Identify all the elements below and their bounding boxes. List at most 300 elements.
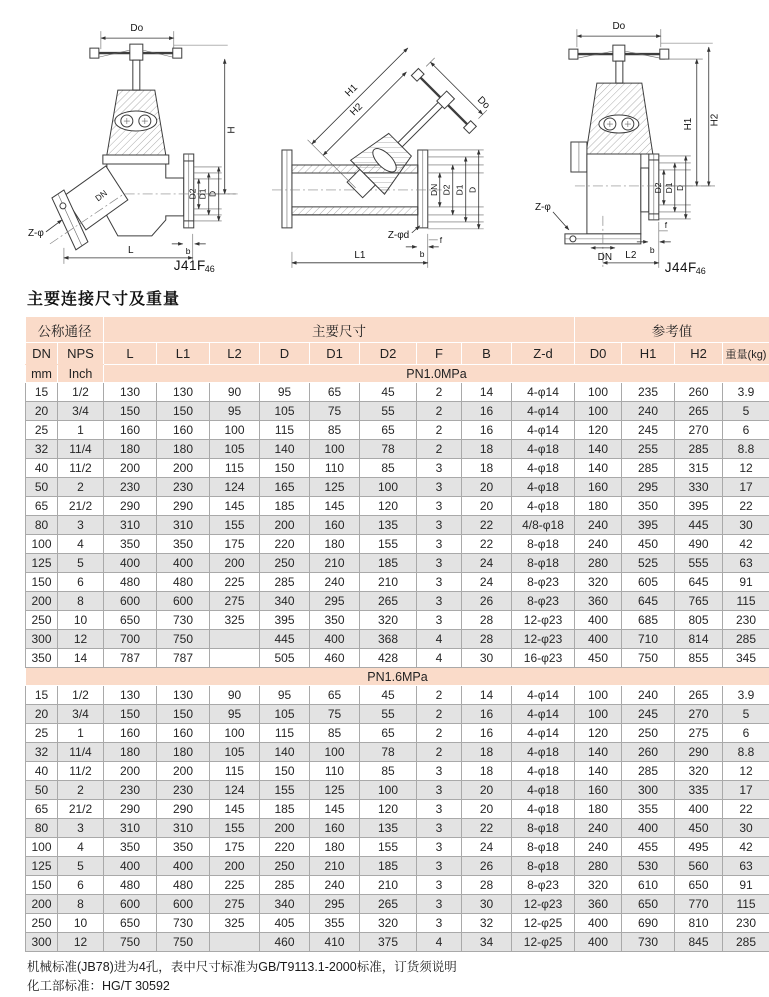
globe-valve-drawing-j41f46 — [6, 2, 256, 274]
table-cell: 124 — [210, 478, 260, 497]
table-cell: 100 — [310, 440, 360, 459]
col-header-h1: H1 — [622, 343, 675, 365]
table-cell: 34 — [462, 933, 512, 952]
table-cell: 65 — [310, 383, 360, 402]
table-cell: 185 — [260, 800, 310, 819]
table-cell: 21/2 — [58, 497, 104, 516]
table-cell: 95 — [210, 402, 260, 421]
table-cell: 410 — [310, 933, 360, 952]
table-cell: 11/4 — [58, 440, 104, 459]
table-cell: 4-φ18 — [512, 459, 575, 478]
table-cell: 180 — [104, 440, 157, 459]
table-cell: 40 — [26, 459, 58, 478]
table-cell: 115 — [260, 421, 310, 440]
dim-label-f: f — [439, 235, 442, 245]
table-cell: 22 — [462, 819, 512, 838]
table-cell: 90 — [210, 686, 260, 705]
table-cell: 814 — [675, 630, 723, 649]
table-cell: 160 — [575, 781, 622, 800]
table-cell: 805 — [675, 611, 723, 630]
table-cell: 285 — [723, 933, 769, 952]
table-cell: 335 — [675, 781, 723, 800]
table-cell: 4 — [417, 933, 462, 952]
table-cell: 8-φ18 — [512, 819, 575, 838]
table-cell: 280 — [575, 857, 622, 876]
table-cell: 180 — [575, 800, 622, 819]
table-cell: 5 — [723, 705, 769, 724]
table-cell: 405 — [260, 914, 310, 933]
table-cell: 240 — [622, 402, 675, 421]
table-cell: 4-φ18 — [512, 781, 575, 800]
table-cell: 230 — [723, 914, 769, 933]
pn10-band: PN1.0MPa — [104, 365, 769, 383]
table-cell: 17 — [723, 781, 769, 800]
col-header-d1: D1 — [310, 343, 360, 365]
table-cell: 700 — [104, 630, 157, 649]
dim-label-h2: H2 — [710, 113, 721, 126]
table-cell: 200 — [104, 762, 157, 781]
table-cell: 230 — [104, 781, 157, 800]
table-cell: 80 — [26, 516, 58, 535]
table-cell: 26 — [462, 857, 512, 876]
col-header-nps: NPS — [58, 343, 104, 365]
table-cell: 730 — [157, 611, 210, 630]
table-row — [26, 705, 769, 724]
table-cell: 400 — [575, 611, 622, 630]
table-cell: 225 — [210, 876, 260, 895]
table-cell: 11/2 — [58, 762, 104, 781]
table-cell: 3 — [417, 535, 462, 554]
table-cell: 4-φ18 — [512, 478, 575, 497]
col-header-d: D — [260, 343, 310, 365]
dim-label-b: b — [650, 245, 655, 255]
table-cell: 145 — [310, 497, 360, 516]
table-cell: 140 — [575, 459, 622, 478]
table-cell: 310 — [104, 516, 157, 535]
table-cell: 310 — [157, 819, 210, 838]
table-cell: 320 — [360, 611, 417, 630]
table-cell: 100 — [575, 402, 622, 421]
table-cell: 255 — [622, 440, 675, 459]
dim-label-do: Do — [130, 23, 143, 34]
table-cell: 360 — [575, 895, 622, 914]
table-cell: 650 — [104, 611, 157, 630]
table-cell: 375 — [360, 933, 417, 952]
table-cell: 14 — [462, 383, 512, 402]
table-cell: 300 — [26, 933, 58, 952]
table-cell: 320 — [575, 876, 622, 895]
table-cell: 3 — [417, 819, 462, 838]
table-cell: 3 — [417, 516, 462, 535]
table-cell: 10 — [58, 914, 104, 933]
table-cell: 135 — [360, 516, 417, 535]
model-label: J44F — [665, 260, 697, 274]
table-row — [26, 857, 769, 876]
table-cell: 285 — [723, 630, 769, 649]
table-cell: 650 — [104, 914, 157, 933]
table-cell: 91 — [723, 876, 769, 895]
table-cell: 120 — [360, 800, 417, 819]
table-cell: 290 — [675, 743, 723, 762]
table-row — [26, 611, 769, 630]
table-cell: 480 — [157, 573, 210, 592]
table-cell: 3 — [417, 895, 462, 914]
table-cell: 368 — [360, 630, 417, 649]
table-cell: 200 — [157, 459, 210, 478]
table-row — [26, 724, 769, 743]
table-cell: 765 — [675, 592, 723, 611]
pn16-band: PN1.6MPa — [26, 668, 769, 686]
table-cell: 210 — [310, 554, 360, 573]
table-cell: 265 — [360, 895, 417, 914]
table-row — [26, 743, 769, 762]
table-cell: 155 — [260, 781, 310, 800]
table-cell: 645 — [675, 573, 723, 592]
table-cell: 18 — [462, 762, 512, 781]
table-cell: 4-φ18 — [512, 743, 575, 762]
table-cell: 8-φ18 — [512, 838, 575, 857]
dim-label-h1: H1 — [343, 82, 360, 99]
table-cell: 600 — [157, 592, 210, 611]
table-cell: 320 — [575, 573, 622, 592]
table-cell: 12-φ23 — [512, 611, 575, 630]
table-cell: 560 — [675, 857, 723, 876]
table-cell: 235 — [622, 383, 675, 402]
table-cell: 2 — [417, 686, 462, 705]
table-cell: 100 — [310, 743, 360, 762]
table-cell: 150 — [104, 705, 157, 724]
table-cell: 450 — [675, 819, 723, 838]
dim-label-d: D — [675, 185, 685, 191]
table-cell: 250 — [26, 914, 58, 933]
dim-label-l2: L2 — [626, 250, 638, 261]
table-cell: 140 — [260, 743, 310, 762]
table-cell: 100 — [210, 724, 260, 743]
table-cell: 78 — [360, 743, 417, 762]
table-row — [26, 383, 769, 402]
table-cell: 18 — [462, 459, 512, 478]
table-cell: 11/4 — [58, 743, 104, 762]
table-row — [26, 800, 769, 819]
dim-label-d1: D1 — [664, 182, 674, 193]
table-cell: 300 — [26, 630, 58, 649]
table-cell: 65 — [360, 724, 417, 743]
table-body — [26, 383, 769, 952]
table-cell: 165 — [260, 478, 310, 497]
table-cell: 4/8-φ18 — [512, 516, 575, 535]
table-cell: 787 — [157, 649, 210, 668]
table-cell: 100 — [575, 383, 622, 402]
table-cell: 280 — [575, 554, 622, 573]
table-cell: 180 — [157, 440, 210, 459]
table-cell: 200 — [26, 592, 58, 611]
table-cell: 3 — [417, 497, 462, 516]
table-cell: 8.8 — [723, 743, 769, 762]
table-cell: 115 — [723, 592, 769, 611]
table-cell: 130 — [157, 383, 210, 402]
table-cell: 95 — [260, 383, 310, 402]
table-cell: 2 — [58, 478, 104, 497]
table-cell: 150 — [26, 573, 58, 592]
table-cell: 350 — [622, 497, 675, 516]
table-cell: 200 — [26, 895, 58, 914]
table-cell: 8-φ23 — [512, 592, 575, 611]
table-cell: 1 — [58, 724, 104, 743]
table-cell: 110 — [310, 762, 360, 781]
table-cell: 355 — [622, 800, 675, 819]
table-cell: 95 — [260, 686, 310, 705]
col-header-d0: D0 — [575, 343, 622, 365]
table-cell: 245 — [622, 421, 675, 440]
table-cell: 135 — [360, 819, 417, 838]
table-cell: 12 — [723, 762, 769, 781]
valve-drawings-row — [0, 0, 769, 276]
table-cell: 14 — [58, 649, 104, 668]
table-cell: 155 — [360, 838, 417, 857]
table-cell: 42 — [723, 838, 769, 857]
table-cell: 1 — [58, 421, 104, 440]
table-cell: 20 — [26, 705, 58, 724]
table-cell: 200 — [210, 857, 260, 876]
table-cell: 100 — [575, 686, 622, 705]
table-cell: 120 — [575, 724, 622, 743]
table-row — [26, 781, 769, 800]
table-cell: 240 — [622, 686, 675, 705]
table-cell: 200 — [104, 459, 157, 478]
table-cell: 4-φ14 — [512, 686, 575, 705]
table-row — [26, 819, 769, 838]
table-cell: 4-φ14 — [512, 421, 575, 440]
table-cell: 100 — [26, 535, 58, 554]
table-cell: 5 — [723, 402, 769, 421]
table-cell: 20 — [26, 402, 58, 421]
table-cell: 770 — [675, 895, 723, 914]
table-cell: 275 — [675, 724, 723, 743]
section-title: 主要连接尺寸及重量 — [27, 286, 769, 309]
table-cell: 200 — [260, 819, 310, 838]
table-cell: 400 — [310, 630, 360, 649]
table-cell: 180 — [104, 743, 157, 762]
table-cell: 4-φ18 — [512, 800, 575, 819]
table-cell: 28 — [462, 876, 512, 895]
table-row — [26, 914, 769, 933]
table-cell: 855 — [675, 649, 723, 668]
dim-label-h1: H1 — [683, 117, 694, 130]
table-cell: 150 — [26, 876, 58, 895]
table-cell: 16 — [462, 724, 512, 743]
table-cell: 32 — [26, 743, 58, 762]
table-cell: 75 — [310, 402, 360, 421]
table-cell: 295 — [622, 478, 675, 497]
table-cell: 455 — [622, 838, 675, 857]
table-cell: 240 — [575, 516, 622, 535]
table-cell: 325 — [210, 611, 260, 630]
table-cell: 480 — [104, 573, 157, 592]
table-cell: 8-φ23 — [512, 876, 575, 895]
table-cell: 285 — [622, 762, 675, 781]
table-cell: 3 — [417, 876, 462, 895]
dim-label-d2: D2 — [441, 184, 451, 195]
table-cell: 270 — [675, 421, 723, 440]
table-cell: 4 — [58, 535, 104, 554]
table-cell: 360 — [575, 592, 622, 611]
table-row — [26, 459, 769, 478]
table-cell: 2 — [417, 402, 462, 421]
col-header-b: B — [462, 343, 512, 365]
table-cell: 750 — [157, 933, 210, 952]
table-cell: 63 — [723, 857, 769, 876]
table-cell: 20 — [462, 781, 512, 800]
table-cell: 350 — [157, 838, 210, 857]
table-cell: 605 — [622, 573, 675, 592]
table-cell: 310 — [104, 819, 157, 838]
table-cell: 275 — [210, 895, 260, 914]
table-cell: 285 — [622, 459, 675, 478]
table-cell: 145 — [210, 800, 260, 819]
table-cell: 17 — [723, 478, 769, 497]
table-header — [26, 317, 769, 383]
table-cell: 230 — [723, 611, 769, 630]
table-cell: 40 — [26, 762, 58, 781]
table-cell: 26 — [462, 592, 512, 611]
table-cell: 6 — [723, 724, 769, 743]
table-cell: 12-φ25 — [512, 933, 575, 952]
table-cell: 4-φ18 — [512, 762, 575, 781]
table-cell: 730 — [157, 914, 210, 933]
table-cell: 110 — [310, 459, 360, 478]
table-cell: 3/4 — [58, 402, 104, 421]
table-cell: 600 — [104, 592, 157, 611]
footnotes — [27, 958, 769, 997]
dim-label-dn: DN — [598, 252, 612, 263]
table-cell: 240 — [575, 838, 622, 857]
col-header-h2: H2 — [675, 343, 723, 365]
dim-label-b: b — [419, 249, 424, 259]
table-cell: 240 — [310, 573, 360, 592]
table-row — [26, 421, 769, 440]
table-cell: 400 — [157, 857, 210, 876]
col-header-l1: L1 — [157, 343, 210, 365]
table-cell: 3 — [417, 781, 462, 800]
table-cell: 685 — [622, 611, 675, 630]
table-cell: 20 — [462, 478, 512, 497]
table-cell: 295 — [310, 895, 360, 914]
table-row — [26, 649, 769, 668]
table-cell: 3 — [417, 611, 462, 630]
table-cell: 295 — [310, 592, 360, 611]
table-cell: 30 — [723, 819, 769, 838]
table-cell: 115 — [210, 762, 260, 781]
table-cell: 4-φ18 — [512, 497, 575, 516]
table-cell: 400 — [104, 554, 157, 573]
table-cell: 210 — [360, 876, 417, 895]
table-cell: 50 — [26, 478, 58, 497]
table-cell: 340 — [260, 895, 310, 914]
table-cell: 100 — [575, 705, 622, 724]
table-cell: 55 — [360, 705, 417, 724]
table-cell: 260 — [675, 383, 723, 402]
table-cell: 210 — [310, 857, 360, 876]
table-cell: 400 — [575, 630, 622, 649]
table-cell: 32 — [462, 914, 512, 933]
table-cell: 4 — [417, 649, 462, 668]
table-cell: 24 — [462, 573, 512, 592]
table-cell: 22 — [462, 516, 512, 535]
dim-label-do: Do — [613, 21, 626, 32]
table-cell: 85 — [310, 724, 360, 743]
table-cell: 445 — [675, 516, 723, 535]
table-row — [26, 838, 769, 857]
table-cell: 490 — [675, 535, 723, 554]
table-cell: 220 — [260, 838, 310, 857]
table-cell: 460 — [310, 649, 360, 668]
table-cell: 285 — [260, 573, 310, 592]
table-cell: 650 — [675, 876, 723, 895]
table-cell: 5 — [58, 554, 104, 573]
table-cell: 18 — [462, 440, 512, 459]
table-cell: 160 — [104, 421, 157, 440]
table-cell: 120 — [575, 421, 622, 440]
table-cell: 12-φ25 — [512, 914, 575, 933]
table-cell: 130 — [104, 383, 157, 402]
table-cell: 3 — [417, 554, 462, 573]
table-cell: 4-φ14 — [512, 724, 575, 743]
table-cell: 2 — [417, 383, 462, 402]
table-cell: 300 — [622, 781, 675, 800]
table-cell: 3 — [417, 914, 462, 933]
table-row — [26, 478, 769, 497]
dim-label-b: b — [186, 246, 191, 256]
table-cell: 30 — [462, 649, 512, 668]
table-cell: 12 — [58, 933, 104, 952]
table-cell: 155 — [210, 516, 260, 535]
table-cell: 750 — [157, 630, 210, 649]
table-cell: 1/2 — [58, 383, 104, 402]
table-cell: 270 — [675, 705, 723, 724]
dim-label-z: Z-φ — [28, 228, 44, 239]
table-row — [26, 497, 769, 516]
col-header-mm: mm — [26, 365, 58, 383]
model-label: J41F — [174, 258, 206, 273]
table-cell: 450 — [575, 649, 622, 668]
table-cell: 45 — [360, 686, 417, 705]
table-cell: 320 — [675, 762, 723, 781]
table-cell — [210, 630, 260, 649]
table-cell: 350 — [310, 611, 360, 630]
table-cell: 290 — [104, 800, 157, 819]
table-cell: 155 — [210, 819, 260, 838]
table-cell: 555 — [675, 554, 723, 573]
table-cell: 91 — [723, 573, 769, 592]
dim-label-l: L — [128, 245, 134, 256]
table-cell: 21/2 — [58, 800, 104, 819]
table-cell: 125 — [310, 781, 360, 800]
table-row — [26, 573, 769, 592]
table-cell: 175 — [210, 838, 260, 857]
table-row — [26, 762, 769, 781]
table-cell: 3 — [58, 516, 104, 535]
table-cell: 85 — [360, 459, 417, 478]
table-cell: 230 — [157, 781, 210, 800]
table-cell: 3 — [58, 819, 104, 838]
table-cell: 150 — [260, 459, 310, 478]
table-cell: 230 — [104, 478, 157, 497]
table-cell: 12 — [723, 459, 769, 478]
table-cell: 150 — [157, 402, 210, 421]
table-cell: 16 — [462, 421, 512, 440]
dim-label-dn: DN — [428, 184, 438, 196]
table-cell: 150 — [104, 402, 157, 421]
